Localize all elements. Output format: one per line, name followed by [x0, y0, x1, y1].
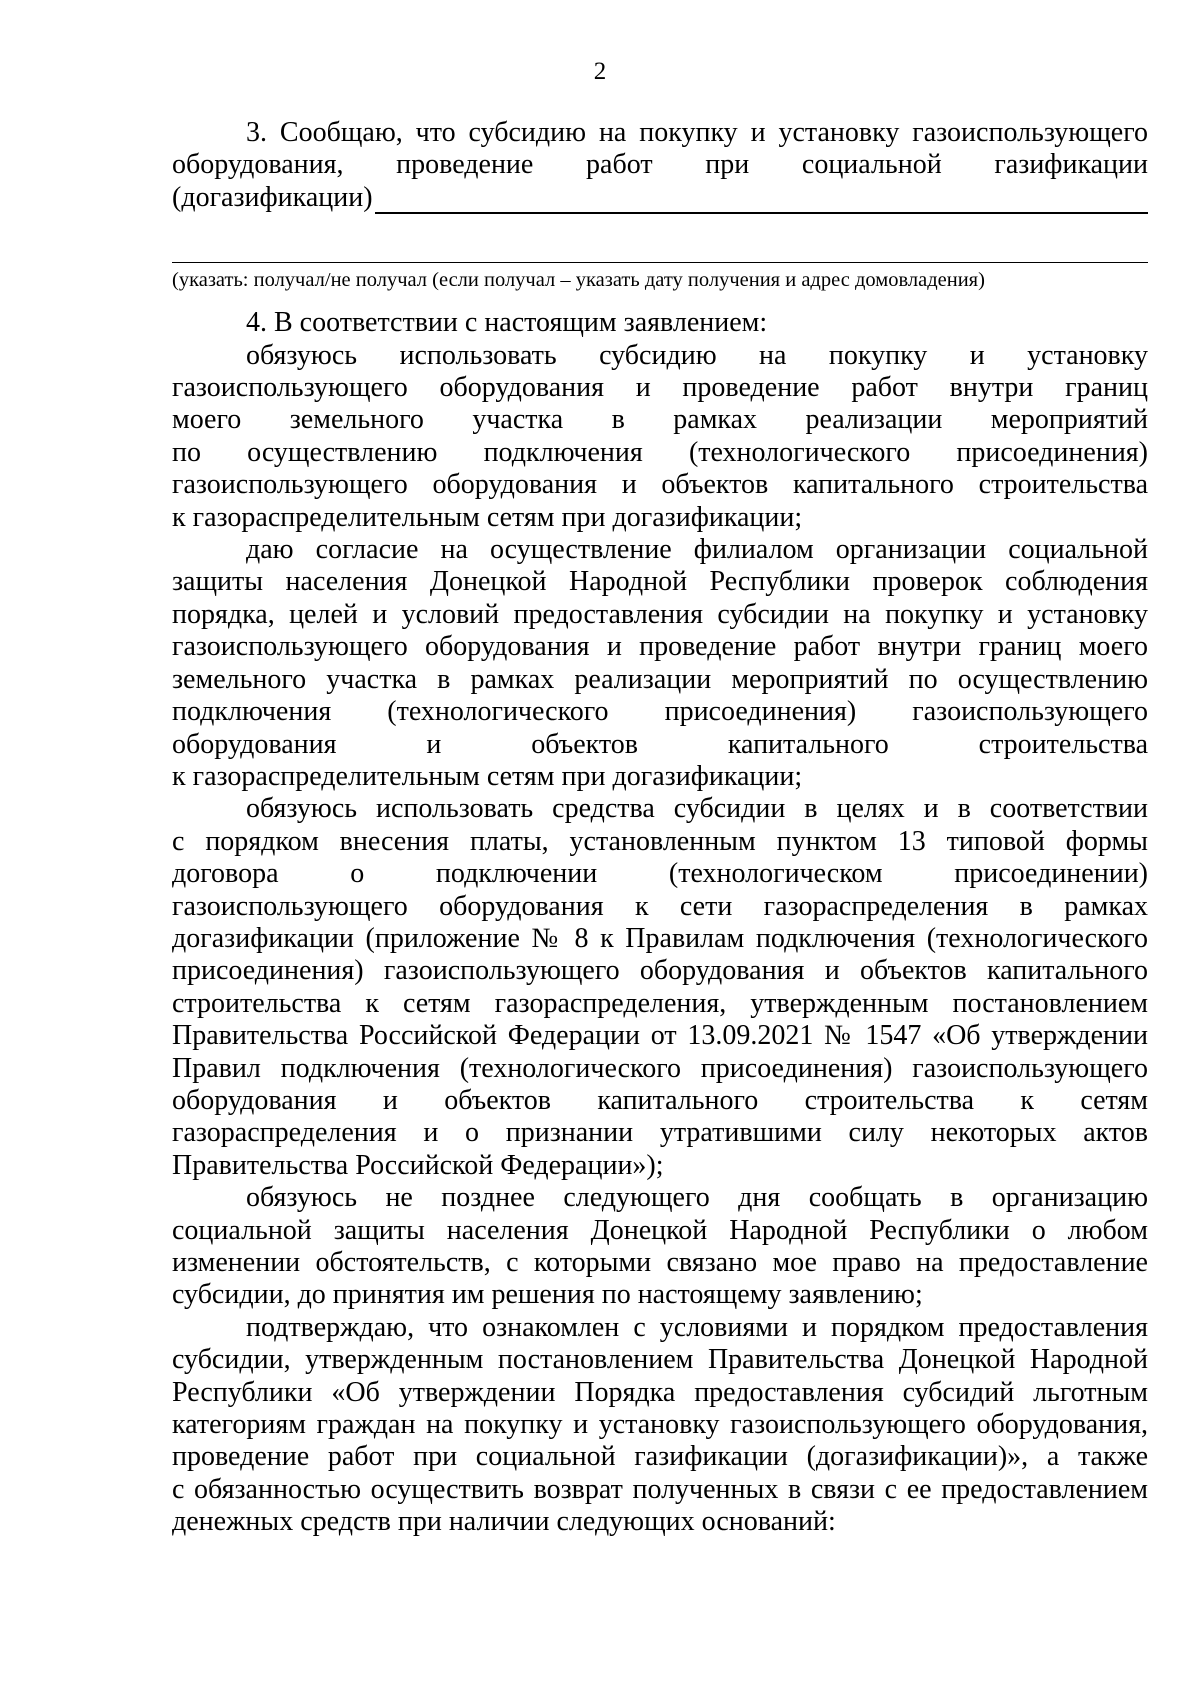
- paragraph-line: обязуюсь использовать субсидию на покупку и установку: [246, 339, 1148, 371]
- fill-in-blank-second-line[interactable]: [172, 214, 1148, 263]
- paragraph: [172, 534, 1148, 793]
- paragraph-line: с обязанностью осуществить возврат полученных в связи с ее предоставлением: [172, 1473, 1148, 1505]
- paragraph-line: по осуществлению подключения (технологического присоединения): [172, 436, 1148, 468]
- paragraph-line: защиты населения Донецкой Народной Республики проверок соблюдения: [172, 566, 1148, 598]
- paragraph-line: строительства к сетям газораспределения, утвержденным постановлением: [172, 987, 1148, 1019]
- paragraph-line: догазификации (приложение № 8 к Правилам подключения (технологического: [172, 922, 1148, 954]
- paragraph-line: подключения (технологического присоединения) газоиспользующего: [172, 696, 1148, 728]
- paragraph-line: Правил подключения (технологического присоединения) газоиспользующего: [172, 1052, 1148, 1084]
- paragraph-line: договора о подключении (технологическом присоединении): [172, 858, 1148, 890]
- section-3-line: оборудования, проведение работ при социальной газификации: [172, 149, 1148, 181]
- paragraph-line: Республики «Об утверждении Порядка предоставления субсидий льготным: [172, 1376, 1148, 1408]
- paragraph-line: Правительства Российской Федерации от 13.09.2021 № 1547 «Об утверждении: [172, 1020, 1148, 1052]
- paragraph-line: оборудования и объектов капитального строительства к сетям: [172, 1084, 1148, 1116]
- section-4-paragraphs: [172, 340, 1148, 1539]
- paragraph-line: субсидии, утвержденным постановлением Правительства Донецкой Народной: [172, 1344, 1148, 1376]
- paragraph-line: к газораспределительным сетям при догазификации;: [172, 501, 803, 533]
- section-3-line: 3. Сообщаю, что субсидию на покупку и установку газоиспользующего: [246, 117, 1148, 148]
- paragraph: [172, 793, 1148, 1182]
- section-3: [172, 117, 1148, 293]
- paragraph-line: даю согласие на осуществление филиалом организации социальной: [246, 534, 1148, 566]
- paragraph-line: к газораспределительным сетям при догазификации;: [172, 760, 803, 792]
- paragraph-line: изменении обстоятельств, с которыми связано мое право на предоставление: [172, 1247, 1148, 1278]
- paragraph-line: газоиспользующего оборудования и проведение работ внутри границ: [172, 372, 1148, 404]
- paragraph-line: моего земельного участка в рамках реализации мероприятий: [172, 404, 1148, 436]
- paragraph-line: присоединения) газоиспользующего оборудования и объектов капитального: [172, 955, 1148, 987]
- paragraph-line: денежных средств при наличии следующих оснований:: [172, 1506, 836, 1538]
- section-3-fill-line: [172, 182, 1148, 214]
- paragraph-line: обязуюсь не позднее следующего дня сообщать в организацию: [246, 1182, 1148, 1214]
- paragraph-line: газоиспользующего оборудования и проведение работ внутри границ моего: [172, 631, 1148, 663]
- page-number: 2: [593, 58, 607, 85]
- field-hint: (указать: получал/не получал (если получал – указать дату получения и адрес домовладения): [172, 269, 985, 292]
- fill-in-blank[interactable]: [375, 185, 1148, 214]
- section-4: [172, 307, 1148, 1538]
- paragraph-line: газораспределения и о признании утратившими силу некоторых актов: [172, 1117, 1148, 1149]
- paragraph-line: категориям граждан на покупку и установку газоиспользующего оборудования,: [172, 1409, 1148, 1441]
- paragraph-line: проведение работ при социальной газификации (догазификации)», а также: [172, 1441, 1148, 1473]
- paragraph-line: порядка, целей и условий предоставления субсидии на покупку и установку: [172, 598, 1148, 630]
- paragraph-line: обязуюсь использовать средства субсидии в целях и в соответствии: [246, 793, 1148, 825]
- paragraph: [172, 340, 1148, 534]
- section-4-heading: 4. В соответствии с настоящим заявлением:: [246, 307, 768, 339]
- paragraph-line: с порядком внесения платы, установленным пунктом 13 типовой формы: [172, 825, 1148, 857]
- paragraph-line: Правительства Российской Федерации»);: [172, 1149, 664, 1181]
- document-body: [172, 117, 1148, 1539]
- paragraph-line: газоиспользующего оборудования к сети газораспределения в рамках: [172, 890, 1148, 922]
- paragraph: [172, 1312, 1148, 1539]
- paragraph-line: подтверждаю, что ознакомлен с условиями и порядком предоставления: [246, 1311, 1148, 1343]
- field-prefix: (догазификации): [172, 181, 373, 213]
- paragraph-line: субсидии, до принятия им решения по настоящему заявлению;: [172, 1279, 923, 1311]
- paragraph-line: социальной защиты населения Донецкой Народной Республики о любом: [172, 1214, 1148, 1246]
- paragraph-line: оборудования и объектов капитального строительства: [172, 728, 1148, 760]
- paragraph-line: земельного участка в рамках реализации мероприятий по осуществлению: [172, 663, 1148, 695]
- paragraph-line: газоиспользующего оборудования и объектов капитального строительства: [172, 469, 1148, 501]
- paragraph: [172, 1182, 1148, 1312]
